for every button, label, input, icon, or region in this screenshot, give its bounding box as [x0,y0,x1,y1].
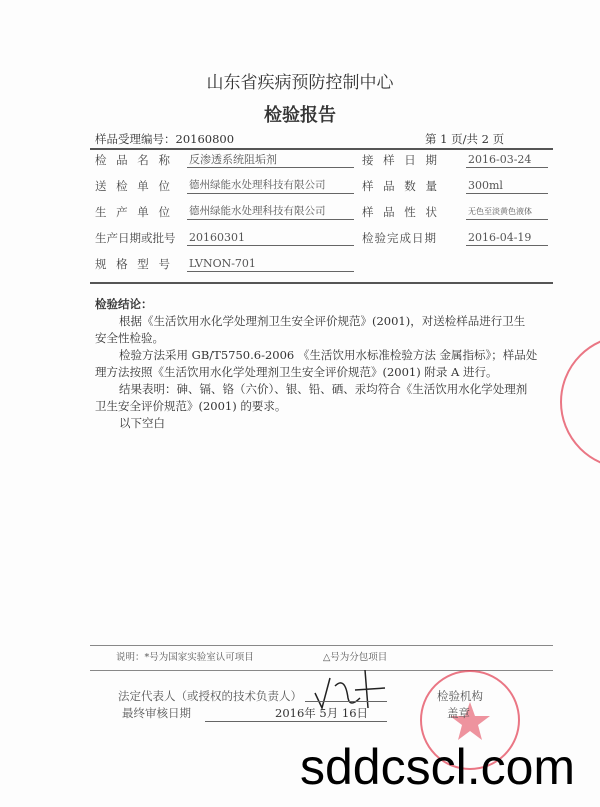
conclusion-line: 安全性检验。 [95,331,164,345]
report-title: 检验报告 [264,105,336,126]
batch-value: 20160301 [187,230,354,246]
divider [90,282,553,284]
producer-value: 德州绿能水处理科技有限公司 [187,204,354,220]
red-seal-stamp-partial [560,335,600,469]
date-line [205,721,387,722]
quantity-value: 300ml [466,178,548,194]
conclusion-line: 以下空白 [119,416,165,430]
review-date-label: 最终审核日期 [122,706,191,720]
seal-label: 盖章 [447,706,470,720]
appearance-label: 样 品 性 状 [362,205,440,219]
conclusion-heading: 检验结论： [95,297,153,311]
org-label: 检验机构 [437,689,483,703]
appearance-value: 无色至淡黄色液体 [466,204,548,220]
receive-date-label: 接 样 日 期 [362,153,440,167]
signature-line [305,701,387,702]
sample-number [95,131,234,147]
product-name-value: 反渗透系统阻垢剂 [187,152,354,168]
submitter-label: 送 检 单 位 [95,179,173,193]
model-value: LVNON-701 [187,256,354,272]
complete-date-label: 检验完成日期 [362,231,437,245]
page-indicator: 第 1 页/共 2 页 [425,132,505,146]
watermark: sddcscl.com [300,739,576,795]
product-name-label: 检 品 名 称 [95,153,173,167]
divider [90,645,553,646]
complete-date-value: 2016-04-19 [466,230,548,246]
review-date-value: 2016年 5月 16日 [275,706,369,720]
conclusion-line: 根据《生活饮用水化学处理剂卫生安全评价规范》(2001)，对送检样品进行卫生 [119,314,526,328]
conclusion-line: 结果表明：砷、镉、铬（六价）、银、铅、硒、汞均符合《生活饮用水化学处理剂 [119,382,528,396]
conclusion-line: 检验方法采用 GB/T5750.6-2006 《生活饮用水标准检验方法 金属指标》；样品处 [119,348,538,362]
model-label: 规 格 型 号 [95,257,173,271]
batch-label: 生产日期或批号 [95,231,176,245]
note-certified: 说明：*号为国家实验室认可项目 [116,652,254,663]
quantity-label: 样 品 数 量 [362,179,440,193]
sample-number-value: 20160800 [175,132,235,146]
receive-date-value: 2016-03-24 [466,152,548,168]
sample-number-label: 样品受理编号： [95,132,176,146]
conclusion-line: 卫生安全评价规范》(2001) 的要求。 [95,399,287,413]
org-name: 山东省疾病预防控制中心 [206,73,394,93]
divider [90,148,553,150]
note-subcontract: △号为分包项目 [323,652,388,663]
submitter-value: 德州绿能水处理科技有限公司 [187,178,354,194]
legal-rep-label: 法定代表人（或授权的技术负责人） [118,689,302,703]
conclusion-line: 理方法按照《生活饮用水化学处理剂卫生安全评价规范》(2001) 附录 A 进行。 [95,365,498,379]
producer-label: 生 产 单 位 [95,205,173,219]
